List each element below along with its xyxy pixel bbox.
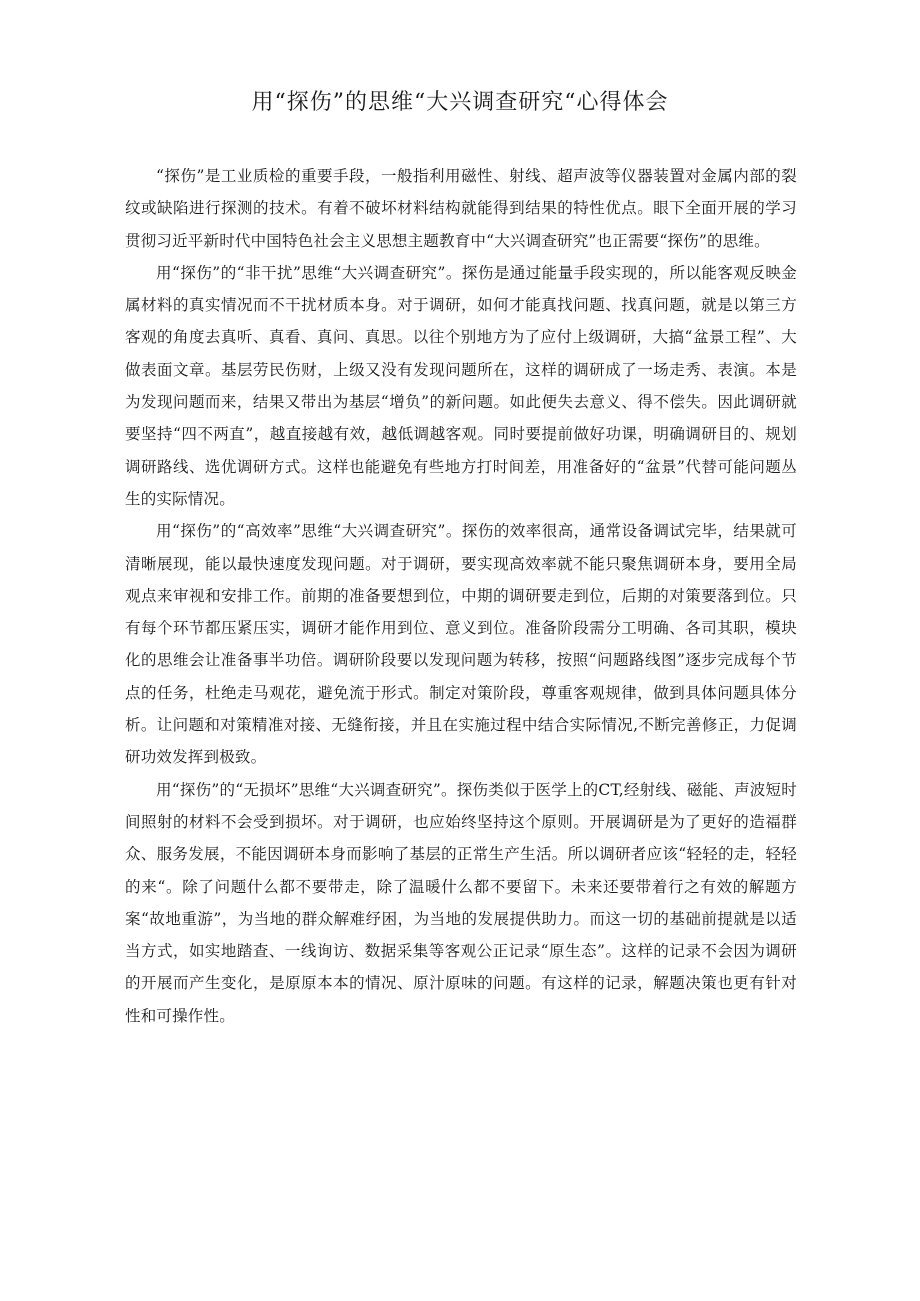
paragraph-non-interference: 用“探伤”的“非干扰”思维“大兴调查研究”。探伤是通过能量手段实现的，所以能客观反映金属材料的真实情况而不干扰材质本身。对于调研，如何才能真找问题、找真问题，就是以第三方客观的角度去真听、真看、真问、真思。以往个别地方为了应付上级调研，大搞“盆景工程”、大做表面文章。基层劳民伤财，上级又没有发现问题所在，这样的调研成了一场走秀、表演。本是为发现问题而来，结果又带出为基层“增负”的新问题。如此便失去意义、得不偿失。因此调研就要坚持“四不两直”，越直接越有效，越低调越客观。同时要提前做好功课，明确调研目的、规划调研路线、选优调研方式。这样也能避免有些地方打时间差，用准备好的“盆景”代替可能问题丛生的实际情况。	[125, 263, 797, 508]
document-body	[125, 160, 797, 1032]
paragraph-intro: “探伤”是工业质检的重要手段，一般指利用磁性、射线、超声波等仪器装置对金属内部的裂纹或缺陷进行探测的技术。有着不破坏材料结构就能得到结果的特性优点。眼下全面开展的学习贯彻习近平新时代中国特色社会主义思想主题教育中“大兴调查研究”也正需要“探伤”的思维。	[125, 167, 797, 250]
paragraph-non-destructive: 用“探伤”的“无损坏”思维“大兴调查研究”。探伤类似于医学上的CT,经射线、磁能、声波短时间照射的材料不会受到损坏。对于调研，也应始终坚持这个原则。开展调研是为了更好的造福群众、服务发展，不能因调研本身而影响了基层的正常生产生活。所以调研者应该“轻轻的走，轻轻的来“。除了问题什么都不要带走，除了温暖什么都不要留下。未来还要带着行之有效的解题方案“故地重游”，为当地的群众解难纾困，为当地的发展提供助力。而这一切的基础前提就是以适当方式，如实地踏查、一线询访、数据采集等客观公正记录“原生态”。这样的记录不会因为调研的开展而产生变化，是原原本本的情况、原汁原味的问题。有这样的记录，解题决策也更有针对性和可操作性。	[125, 780, 797, 1025]
document-title: 用“探伤”的思维“大兴调查研究“心得体会	[251, 90, 669, 115]
paragraph-high-efficiency: 用“探伤”的“高效率”思维“大兴调查研究”。探伤的效率很高，通常设备调试完毕，结果就可清晰展现，能以最快速度发现问题。对于调研，要实现高效率就不能只聚焦调研本身，要用全局观点来审视和安排工作。前期的准备要想到位，中期的调研要走到位，后期的对策要落到位。只有每个环节都压紧压实，调研才能作用到位、意义到位。准备阶段需分工明确、各司其职，模块化的思维会让准备事半功倍。调研阶段要以发现问题为转移，按照“问题路线图”逐步完成每个节点的任务，杜绝走马观花，避免流于形式。制定对策阶段，尊重客观规律，做到具体问题具体分析。让问题和对策精准对接、无缝衔接，并且在实施过程中结合实际情况,不断完善修正，力促调研功效发挥到极致。	[125, 522, 797, 767]
